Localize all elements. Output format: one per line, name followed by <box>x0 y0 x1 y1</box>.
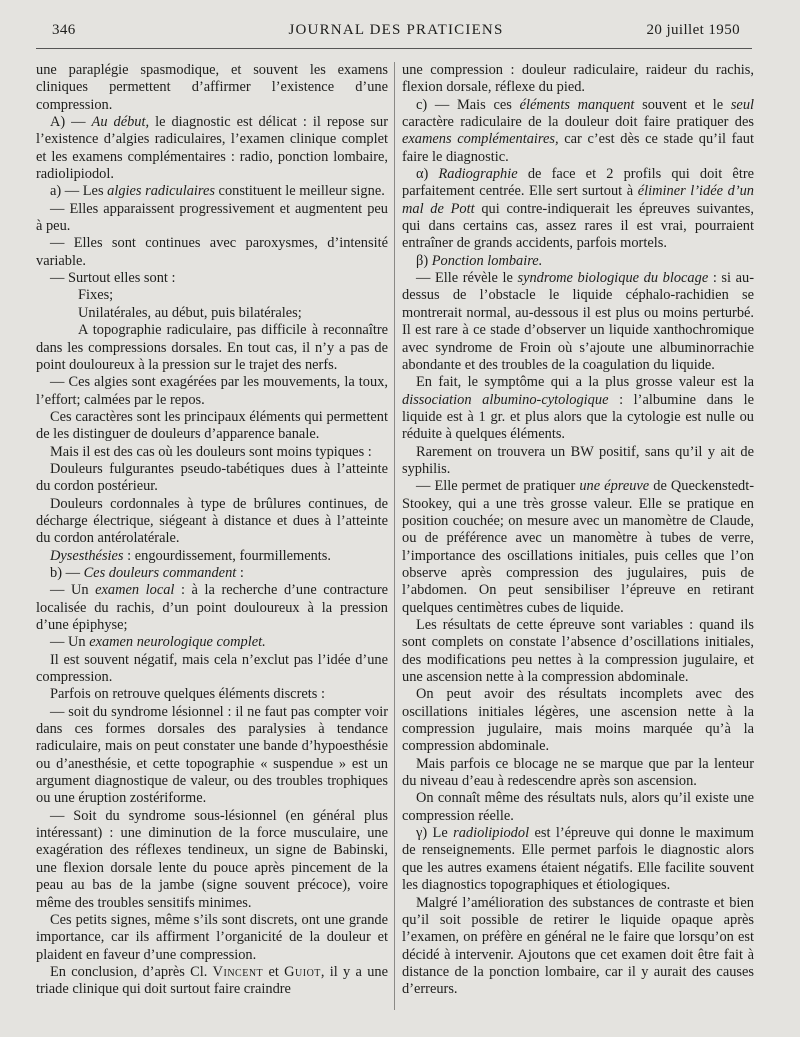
paragraph: Rarement on trouvera un BW positif, sans qu’il y ait de syphilis. <box>402 443 754 477</box>
right-column <box>402 62 754 999</box>
paragraph: Mais parfois ce blocage ne se marque que par la lenteur du niveau d’eau à redescendre après son ascension. <box>402 755 754 790</box>
paragraph: α) Radiographie de face et 2 profils qui doit être parfaitement centrée. Elle sert surtout à éliminer l’idée d’un mal de Pott qui contre-indiquerait les épreuves suivantes, qui dans certains cas, assez rares il est vrai, pourraient entraîner de grands accidents, parfois mortels. <box>402 166 754 252</box>
issue-date: 20 juillet 1950 <box>646 22 740 38</box>
paragraph: Douleurs fulgurantes pseudo-tabétiques dues à l’atteinte du cordon postérieur. <box>36 460 388 495</box>
paragraph: On peut avoir des résultats incomplets avec des oscillations initiales légères, une ascension nette à la compression jugulaire, mais moins marquée qu’à la compression abdominale. <box>402 686 754 755</box>
paragraph: une paraplégie spasmodique, et souvent les examens cliniques permettent d’affirmer l’existence d’une compression. <box>36 62 388 113</box>
paragraph: On connaît même des résultats nuls, alors qu’il existe une compression réelle. <box>402 790 754 824</box>
paragraph: Douleurs cordonnales à type de brûlures continues, de décharge électrique, siégeant à distance et dues à l’atteinte du cordon antérolatérale. <box>36 495 388 547</box>
paragraph: c) — Mais ces éléments manquent souvent et le seul caractère radiculaire de la douleur doit faire pratiquer des examens complémentaires, car c’est dès ce stade qu’il faut faire le diagnostic. <box>402 96 755 165</box>
list-item: Unilatérales, au début, puis bilatérales; <box>78 304 302 321</box>
paragraph: — Elles sont continues avec paroxysmes, d’intensité variable. <box>36 235 388 269</box>
paragraph: Il est souvent négatif, mais cela n’exclut pas l’idée d’une compression. <box>36 651 388 686</box>
paragraph: Parfois on retrouve quelques éléments discrets : <box>50 686 325 703</box>
journal-title: JOURNAL DES PRATICIENS <box>288 22 504 38</box>
paragraph: — Ces algies sont exagérées par les mouvements, la toux, l’effort; calmées par le repos. <box>36 374 388 408</box>
paragraph: b) — Ces douleurs commandent : <box>50 564 244 581</box>
paragraph: Mais il est des cas où les douleurs sont moins typiques : <box>50 443 372 460</box>
paragraph: une compression : douleur radiculaire, raideur du rachis, flexion dorsale, réflexe du pied. <box>402 62 754 96</box>
paragraph: En conclusion, d’après Cl. Vincent et Guiot, il y a une triade clinique qui doit surtout faire craindre <box>36 963 388 998</box>
paragraph: Dysesthésies : engourdissement, fourmillements. <box>50 547 331 564</box>
paragraph: γ) Le radiolipiodol est l’épreuve qui donne le maximum de renseignements. Elle permet parfois le diagnostic alors que les autres examens étaient négatifs. Elle facilite souvent les diagnostics topographiques et étiologiques. <box>402 825 755 894</box>
paragraph: — Elle permet de pratiquer une épreuve de Queckenstedt-Stookey, qui a une très grosse valeur. Elle se pratique en position couchée; on mesure avec un manomètre de Claude, ou de préférence avec un manomètre à tubes de verre, l’importance des oscillations initiales, puis celles que l’on observe après compression des jugulaires, puis de l’abdomen. On peut sensibiliser l’épreuve en retirant quelques centimètres cubes de liquide. <box>402 478 754 616</box>
paragraph: Malgré l’amélioration des substances de contraste et bien qu’il soit possible de retirer le liquide opaque après l’examen, on préfère en général ne le faire que lorsqu’on est décidé à intervenir. Ajoutons que cet examen doit être fait à distance de la ponction lombaire, car il y aurait des causes d’erreurs. <box>402 894 754 998</box>
paragraph: A) — Au début, le diagnostic est délicat : il repose sur l’existence d’algies radiculaires, l’examen clinique complet et les examens complémentaires : radio, ponction lombaire, radiolipiodol. <box>36 114 388 183</box>
running-header <box>52 22 740 44</box>
paragraph: Ces caractères sont les principaux éléments qui permettent de les distinguer de douleurs d’apparence banale. <box>36 408 388 443</box>
paragraph: — Un examen neurologique complet. <box>50 634 266 651</box>
paragraph: — Elles apparaissent progressivement et augmentent peu à peu. <box>36 200 388 235</box>
paragraph: — Surtout elles sont : <box>50 270 176 287</box>
paragraph: a) — Les algies radiculaires constituent le meilleur signe. <box>50 183 385 200</box>
paragraph: A topographie radiculaire, pas difficile à reconnaître dans les compressions dorsales. En tout cas, il n’y a pas de point douloureux à la pression sur le trajet des nerfs. <box>36 322 388 373</box>
paragraph: — Elle révèle le syndrome biologique du blocage : si au-dessus de l’obstacle le liquide céphalo-rachidien se montrerait normal, au-dessous il est plus ou moins perturbé. Il est rare à ce stade d’observer un liquide xanthochromique avec syndrome de Froin où s’ajoute une albuminorrachie abondante et des troubles de la coagulation du liquide. <box>402 270 754 373</box>
paragraph: — Soit du syndrome sous-lésionnel (en général plus intéressant) : une diminution de la force musculaire, une exagération des réflexes tendineux, un signe de Babinski, une flexion dorsale lente du pouce après pincement de la peau au bas de la jambe (signe souvent précoce), voire même des troubles sensitifs minimes. <box>36 807 388 911</box>
paragraph: Les résultats de cette épreuve sont variables : quand ils sont complets on constate l’absence d’oscillations initiales, des modifications peu nettes à la compression jugulaire, et une ascension nette à la compression abdominale. <box>402 617 754 686</box>
paragraph: Ces petits signes, même s’ils sont discrets, ont une grande importance, car ils affirment l’organicité de la douleur et plaident en faveur d’une compression. <box>36 911 388 963</box>
column-divider <box>394 62 395 1010</box>
list-item: Fixes; <box>78 287 114 304</box>
paragraph: β) Ponction lombaire. <box>416 252 543 269</box>
paragraph: — soit du syndrome lésionnel : il ne faut pas compter voir dans ces formes dorsales des paralysies à tendance radiculaire, mais on peut constater une bande d’hypoesthésie ou d’anesthésie, et cette topographie « suspendue » est un argument diagnostique de valeur, ou des troubles trophiques ou une éruption zostériforme. <box>36 703 388 807</box>
paragraph: — Un examen local : à la recherche d’une contracture localisée du rachis, d’un point douloureux à la pression d’une épiphyse; <box>36 582 388 633</box>
left-column <box>36 62 388 999</box>
paragraph: En fait, le symptôme qui a la plus grosse valeur est la dissociation albumino-cytologique : l’albumine dans le liquide est à 1 gr. et plus alors que la cytologie est nulle ou réduite à quelques éléments. <box>402 374 754 443</box>
header-rule <box>36 48 752 49</box>
page-number: 346 <box>52 22 76 38</box>
